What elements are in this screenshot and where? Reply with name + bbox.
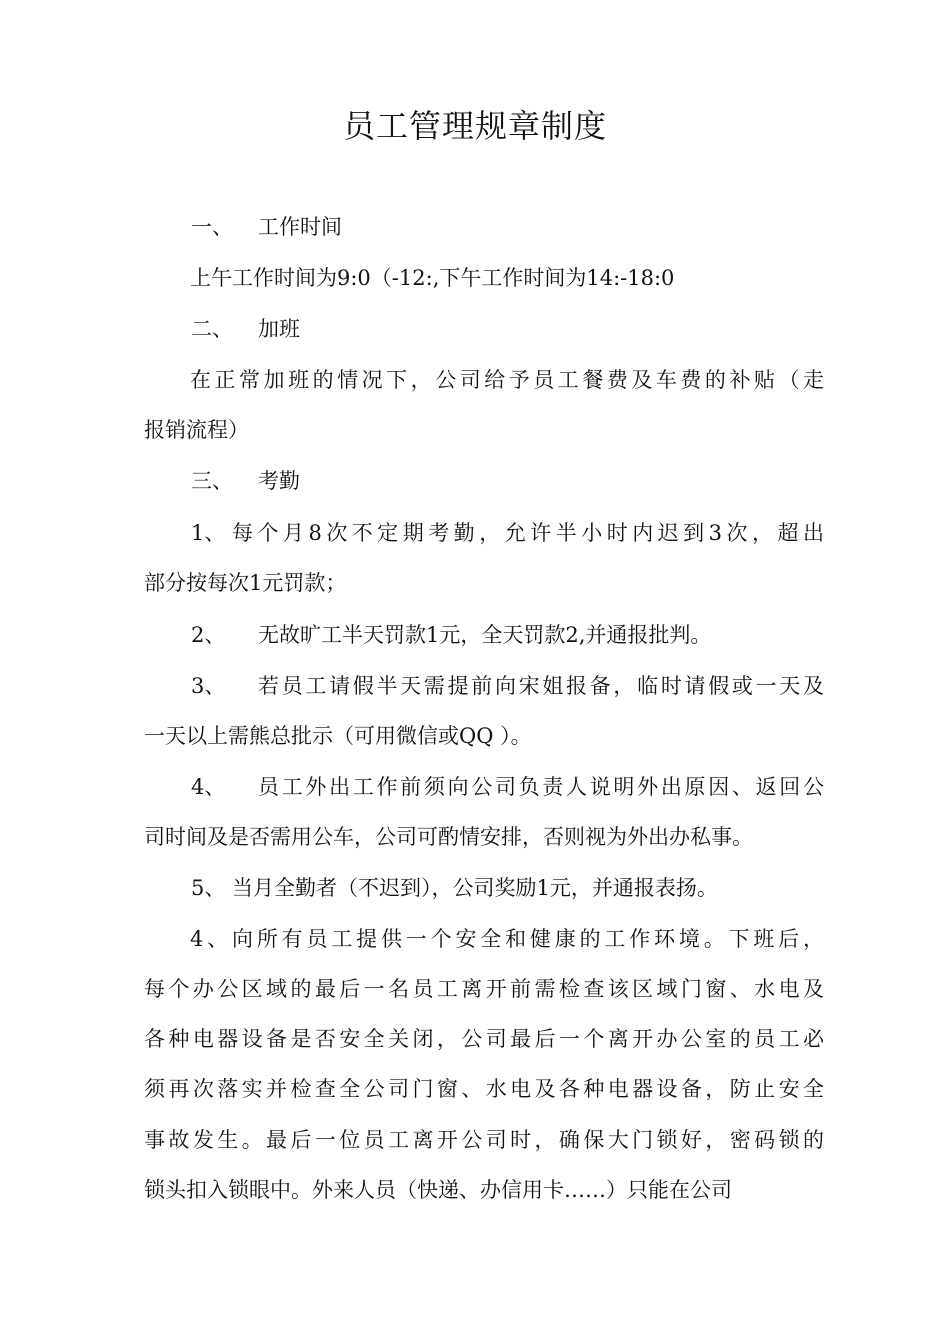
section-title: 考勤 <box>258 469 300 493</box>
rule-text-line: 若员工请假半天需提前向宋姐报备，临时请假或一天及 <box>258 674 824 698</box>
overtime-text-line: 在正常加班的情况下，公司给予员工餐费及车费的补贴（走 <box>190 368 824 392</box>
rule-text-line: 司时间及是否需用公车，公司可酌情安排，否则视为外出办私事。 <box>144 825 753 849</box>
rule-number: 3、 <box>191 674 226 698</box>
rule-text-line: 一天以上需熊总批示（可用微信或QQ ）。 <box>144 724 532 748</box>
rule-text-line: 当月全勤者（不迟到），公司奖励1元，并通报表扬。 <box>232 876 718 900</box>
rule-text-line: 每个月8次不定期考勤，允许半小时内迟到3次，超出 <box>232 521 824 545</box>
document-title: 员工管理规章制度 <box>342 107 607 145</box>
safety-text-line: 各种电器设备是否安全关闭，公司最后一个离开办公室的员工必 <box>144 1027 824 1051</box>
rule-text-line: 部分按每次1元罚款； <box>144 571 347 595</box>
safety-text-line: 须再次落实并检查全公司门窗、水电及各种电器设备，防止安全 <box>144 1077 824 1101</box>
rule-number: 1、 <box>191 521 226 545</box>
work-hours-text: 上午工作时间为9:0（-12:,下午工作时间为14:-18:0 <box>190 266 675 290</box>
section-number: 二、 <box>191 317 233 341</box>
section-title: 工作时间 <box>258 215 342 239</box>
rule-number: 2、 <box>191 623 226 647</box>
overtime-text-line: 报销流程） <box>144 418 249 442</box>
safety-text-line: 锁头扣入锁眼中。外来人员（快递、办信用卡……）只能在公司 <box>144 1178 732 1202</box>
rule-text-line: 无故旷工半天罚款1元，全天罚款2,并通报批判。 <box>258 623 712 647</box>
section-number: 一、 <box>191 215 233 239</box>
section-title: 加班 <box>258 317 300 341</box>
section-number: 三、 <box>191 469 233 493</box>
safety-text-line: 事故发生。最后一位员工离开公司时，确保大门锁好，密码锁的 <box>144 1128 824 1152</box>
safety-text-line: 4、向所有员工提供一个安全和健康的工作环境。下班后， <box>190 927 824 951</box>
rule-number: 4、 <box>191 775 226 799</box>
rule-text-line: 员工外出工作前须向公司负责人说明外出原因、返回公 <box>258 775 824 799</box>
safety-text-line: 每个办公区域的最后一名员工离开前需检查该区域门窗、水电及 <box>144 977 824 1001</box>
rule-number: 5、 <box>191 876 226 900</box>
